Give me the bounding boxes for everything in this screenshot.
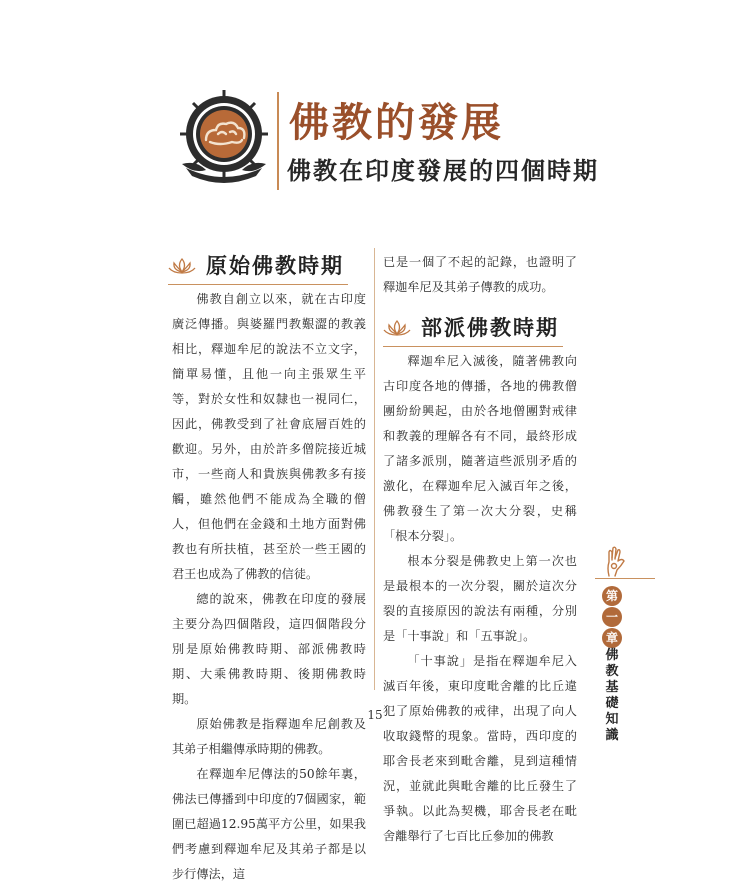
side-tab-rule [595,578,655,579]
paragraph: 總的說來，佛教在印度的發展主要分為四個階段，這四個階段分別是原始佛教時期、部派佛教時期、大乘佛教時期、後期佛教時期。 [172,592,366,706]
chapter-subtitle: 佛教在印度發展的四個時期 [287,156,599,185]
heading-underline [383,346,563,347]
paragraph: 佛教自創立以來，就在古印度廣泛傳播。與婆羅門教艱澀的教義相比，釋迦牟尼的說法不立文字，簡單易懂，且他一向主張眾生平等，對於女性和奴隸也一視同仁，因此，佛教受到了社會底層百姓的歡迎。另外，由於許多僧院接近城市，一些商人和貴族與佛教多有接觸，雖然他們不能成為全職的僧人，但他們在金錢和土地方面對佛教也有所扶植，甚至於一些王國的君王也成為了佛教的信徒。 [172,292,366,581]
heading-underline [168,284,348,285]
section-heading-text: 原始佛教時期 [206,253,344,278]
paragraph: 根本分裂是佛教史上第一次也是最根本的一次分裂，關於這次分裂的直接原因的說法有兩種，分別是「十事說」和「五事說」。 [383,554,577,643]
chapter-char: 章 [602,628,622,648]
lotus-icon [168,257,196,275]
right-column [383,349,577,849]
paragraph: 原始佛教是指釋迦牟尼創教及其弟子相繼傳承時期的佛教。 [172,717,366,756]
section-heading-sectarian [383,314,563,342]
section-heading-early [168,252,348,280]
chapter-char: 第 [602,586,622,606]
paragraph: 釋迦牟尼入滅後，隨著佛教向古印度各地的傳播，各地的佛教僧團紛紛興起，由於各地僧團對戒律和教義的理解各有不同，最終形成了諸多派別，隨著這些派別矛盾的激化，在釋迦牟尼入滅百年之後，佛教發生了第一次大分裂，史稱「根本分裂」。 [383,354,577,543]
right-column-continuation [383,250,577,300]
paragraph: 「十事說」是指在釋迦牟尼入滅百年後，東印度毗舍離的比丘違犯了原始佛教的戒律，出現了向人收取錢幣的現象。當時，西印度的耶舍長老來到毗舍離，見到這種情況，並就此與毗舍離的比丘發生了爭執。以此為契機，耶舍長老在毗舍離舉行了七百比丘參加的佛教 [383,654,577,843]
lotus-icon [383,319,411,337]
chapter-char: 一 [602,607,622,627]
dharma-wheel-emblem-icon [176,90,272,190]
section-heading-text: 部派佛教時期 [421,315,559,340]
paragraph: 已是一個了不起的記錄，也證明了釋迦牟尼及其弟子傳教的成功。 [383,255,577,294]
column-divider [374,248,375,690]
side-tab-label: 佛教基礎知識 [605,648,619,743]
chapter-title: 佛教的發展 [289,99,504,146]
header-divider [277,92,279,190]
chapter-badge [602,586,622,649]
left-column [172,287,366,887]
page-number: 15 [367,708,383,722]
mudra-hand-icon [601,544,627,578]
paragraph: 在釋迦牟尼傳法的50餘年裏，佛法已傳播到中印度的7個國家，範圍已超過12.95萬平方公里，如果我們考慮到釋迦牟尼及其弟子都是以步行傳法，這 [172,767,366,881]
